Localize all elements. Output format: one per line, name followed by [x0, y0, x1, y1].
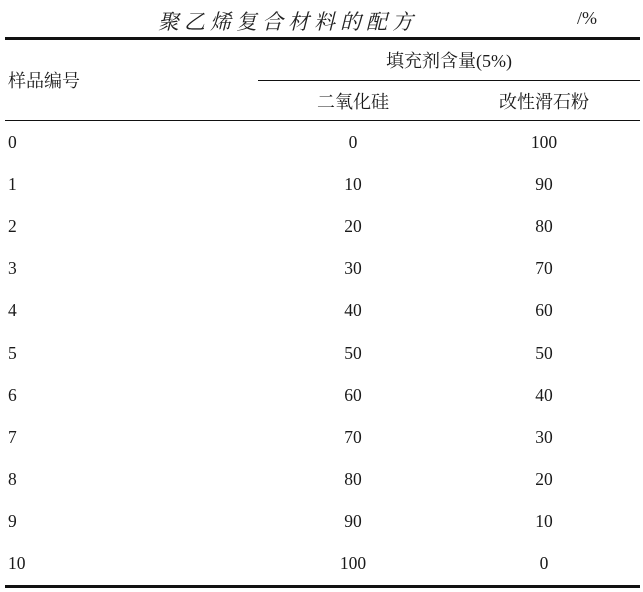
talc-value-cell: 50 [535, 342, 553, 363]
table-caption [0, 0, 643, 37]
talc-value-cell: 40 [535, 384, 553, 405]
talc-value-cell: 100 [530, 131, 558, 152]
sample-number-header: 样品编号 [8, 71, 80, 91]
sample-number-cell: 5 [8, 342, 17, 363]
talc-value-cell: 0 [539, 553, 549, 574]
silica-value-cell: 10 [344, 173, 362, 194]
sample-number-cell: 9 [8, 511, 17, 532]
talc-value-cell: 10 [535, 511, 553, 532]
talc-value-cell: 60 [535, 300, 553, 321]
table-row [5, 374, 640, 416]
table-row [5, 501, 640, 543]
table-header [5, 39, 640, 121]
sample-number-cell: 0 [8, 131, 17, 152]
table-row [5, 121, 640, 164]
sample-number-cell: 6 [8, 384, 17, 405]
sample-number-cell: 7 [8, 426, 17, 447]
table-title: 聚乙烯复合材料的配方 [158, 10, 418, 34]
silica-value-cell: 40 [344, 300, 362, 321]
table-row [5, 459, 640, 501]
table-row [5, 248, 640, 290]
talc-value-cell: 30 [535, 426, 553, 447]
sample-number-cell: 2 [8, 215, 17, 236]
table-body [5, 121, 640, 587]
table-row [5, 416, 640, 458]
silica-value-cell: 100 [339, 553, 367, 574]
talc-value-cell: 80 [535, 215, 553, 236]
sample-number-cell: 8 [8, 469, 17, 490]
talc-value-cell: 70 [535, 258, 553, 279]
table-row [5, 290, 640, 332]
silica-value-cell: 50 [344, 342, 362, 363]
talc-value-cell: 90 [535, 173, 553, 194]
sample-number-cell: 4 [8, 300, 17, 321]
header-row-group [5, 39, 640, 81]
silica-value-cell: 60 [344, 384, 362, 405]
silica-value-cell: 0 [348, 131, 358, 152]
sample-number-cell: 3 [8, 258, 17, 279]
filler-content-group-header: 填充剂含量(5%) [258, 39, 640, 81]
silica-value-cell: 30 [344, 258, 362, 279]
silica-column-header: 二氧化硅 [317, 91, 389, 112]
sample-number-cell: 10 [8, 553, 26, 574]
silica-value-cell: 90 [344, 511, 362, 532]
silica-value-cell: 70 [344, 426, 362, 447]
talc-value-cell: 20 [535, 469, 553, 490]
table-row [5, 543, 640, 587]
silica-value-cell: 20 [344, 215, 362, 236]
unit-label: /% [577, 8, 597, 28]
sample-number-cell: 1 [8, 173, 17, 194]
table-row [5, 332, 640, 374]
table-row [5, 205, 640, 247]
formulation-table [5, 37, 640, 588]
talc-column-header: 改性滑石粉 [499, 91, 589, 112]
silica-value-cell: 80 [344, 469, 362, 490]
table-row [5, 163, 640, 205]
